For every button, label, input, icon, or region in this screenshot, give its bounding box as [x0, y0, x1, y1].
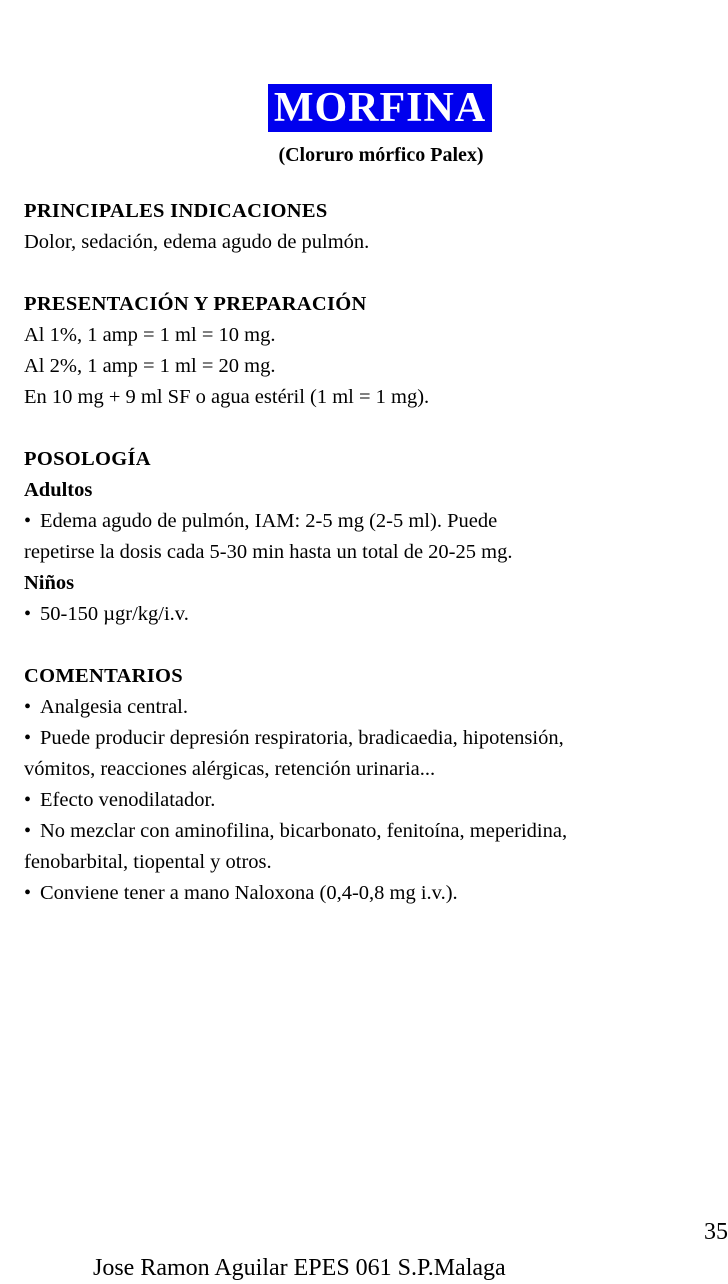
list-item: [24, 785, 724, 816]
list-item-text: Efecto venodilatador.: [40, 789, 216, 811]
list-item-continuation: vómitos, reacciones alérgicas, retención urinaria...: [24, 758, 436, 780]
text-line: En 10 mg + 9 ml SF o agua estéril (1 ml = 1 mg).: [24, 386, 430, 408]
page-number: 35: [704, 1219, 728, 1245]
list-item-text: No mezclar con aminofilina, bicarbonato, fenitoína, meperidina,: [40, 820, 568, 842]
page-title: MORFINA: [268, 84, 492, 132]
list-item: [24, 599, 724, 630]
list-item-text: Analgesia central.: [40, 696, 188, 718]
list-item-continuation: repetirse la dosis cada 5-30 min hasta un total de 20-25 mg.: [24, 541, 513, 563]
bullet-icon: •: [24, 789, 32, 811]
text-line: Al 2%, 1 amp = 1 ml = 20 mg.: [24, 355, 276, 377]
title-container: [0, 84, 728, 132]
list-item: [24, 723, 724, 754]
section-heading: POSOLOGÍA: [24, 448, 151, 470]
subheading-ninos: Niños: [24, 572, 75, 594]
text-line: Al 1%, 1 amp = 1 ml = 10 mg.: [24, 324, 276, 346]
section-indicaciones: [24, 196, 724, 258]
footer-credit: Jose Ramon Aguilar EPES 061 S.P.Malaga: [93, 1255, 506, 1281]
list-item: [24, 692, 724, 723]
bullet-icon: •: [24, 510, 32, 532]
list-item: [24, 816, 724, 847]
section-posologia: [24, 444, 724, 630]
bullet-icon: •: [24, 727, 32, 749]
bullet-icon: •: [24, 820, 32, 842]
list-item: [24, 506, 724, 537]
section-presentacion: [24, 289, 724, 413]
bullet-icon: •: [24, 696, 32, 718]
list-item-text: 50-150 µgr/kg/i.v.: [40, 603, 189, 625]
list-item: [24, 878, 724, 909]
bullet-icon: •: [24, 882, 32, 904]
document-body: [24, 196, 724, 940]
page-subtitle: (Cloruro mórfico Palex): [278, 144, 484, 166]
section-heading: PRINCIPALES INDICACIONES: [24, 200, 328, 222]
list-item-text: Edema agudo de pulmón, IAM: 2-5 mg (2-5 ml). Puede: [40, 510, 498, 532]
bullet-icon: •: [24, 603, 32, 625]
section-heading: PRESENTACIÓN Y PREPARACIÓN: [24, 293, 367, 315]
subheading-adultos: Adultos: [24, 479, 93, 501]
list-item-text: Puede producir depresión respiratoria, bradicaedia, hipotensión,: [40, 727, 564, 749]
text-line: Dolor, sedación, edema agudo de pulmón.: [24, 231, 370, 253]
section-heading: COMENTARIOS: [24, 665, 183, 687]
list-item-text: Conviene tener a mano Naloxona (0,4-0,8 mg i.v.).: [40, 882, 458, 904]
section-comentarios: [24, 661, 724, 909]
list-item-continuation: fenobarbital, tiopental y otros.: [24, 851, 272, 873]
